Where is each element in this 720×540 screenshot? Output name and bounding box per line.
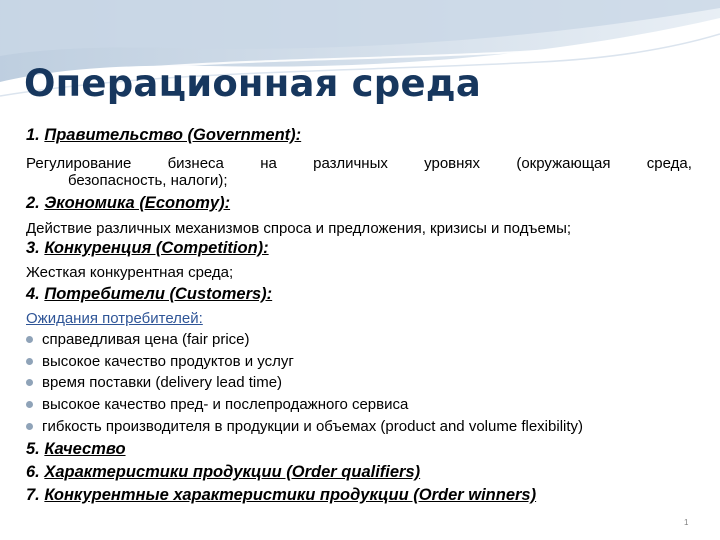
word: бизнеса [167,155,224,172]
bullet-icon [26,358,33,365]
word: на [260,155,277,172]
section-number: 1. [26,126,40,144]
customers-expectations-label: Ожидания потребителей: [26,310,203,327]
page-number: 1 [684,518,689,527]
bullet-icon [26,336,33,343]
government-text-line2: безопасность, налоги); [68,172,228,189]
page-title: Операционная среда [24,62,482,105]
list-item [26,353,294,370]
section-order-qualifiers [26,463,420,482]
section-label: Конкурентные характеристики продукции (Order winners) [44,486,537,504]
list-item [26,374,282,391]
section-number: 4. [26,285,40,303]
section-label: Потребители (Customers): [44,285,273,303]
section-number: 2. [26,194,40,212]
word: Регулирование [26,155,132,172]
section-competition [26,239,269,258]
section-economy [26,194,230,213]
government-text-line1 [26,155,692,172]
bullet-icon [26,423,33,430]
section-number: 3. [26,239,40,257]
list-item-text: гибкость производителя в продукции и объемах (product and volume flexibility) [42,418,584,435]
section-customers [26,285,272,304]
competition-text: Жесткая конкурентная среда; [26,264,234,281]
list-item-text: время поставки (delivery lead time) [42,374,283,391]
section-number: 7. [26,486,40,504]
list-item [26,331,250,348]
word: уровнях [424,155,481,172]
section-label: Качество [44,440,126,458]
economy-text: Действие различных механизмов спроса и предложения, кризисы и подъемы; [26,220,572,237]
section-label: Конкуренция (Competition): [44,239,269,257]
bullet-icon [26,401,33,408]
list-item [26,418,583,435]
section-order-winners [26,486,536,505]
list-item [26,396,408,413]
section-number: 6. [26,463,40,481]
word: среда, [646,155,692,172]
list-item-text: справедливая цена (fair price) [42,331,250,348]
list-item-text: высокое качество продуктов и услуг [42,353,294,370]
section-number: 5. [26,440,40,458]
section-label: Правительство (Government): [44,126,302,144]
word: (окружающая [516,155,611,172]
bullet-icon [26,379,33,386]
list-item-text: высокое качество пред- и послепродажного сервиса [42,396,409,413]
section-quality [26,440,126,459]
section-label: Характеристики продукции (Order qualifiers) [44,463,421,481]
word: различных [313,155,388,172]
section-government [26,126,301,145]
section-label: Экономика (Economy): [44,194,231,212]
